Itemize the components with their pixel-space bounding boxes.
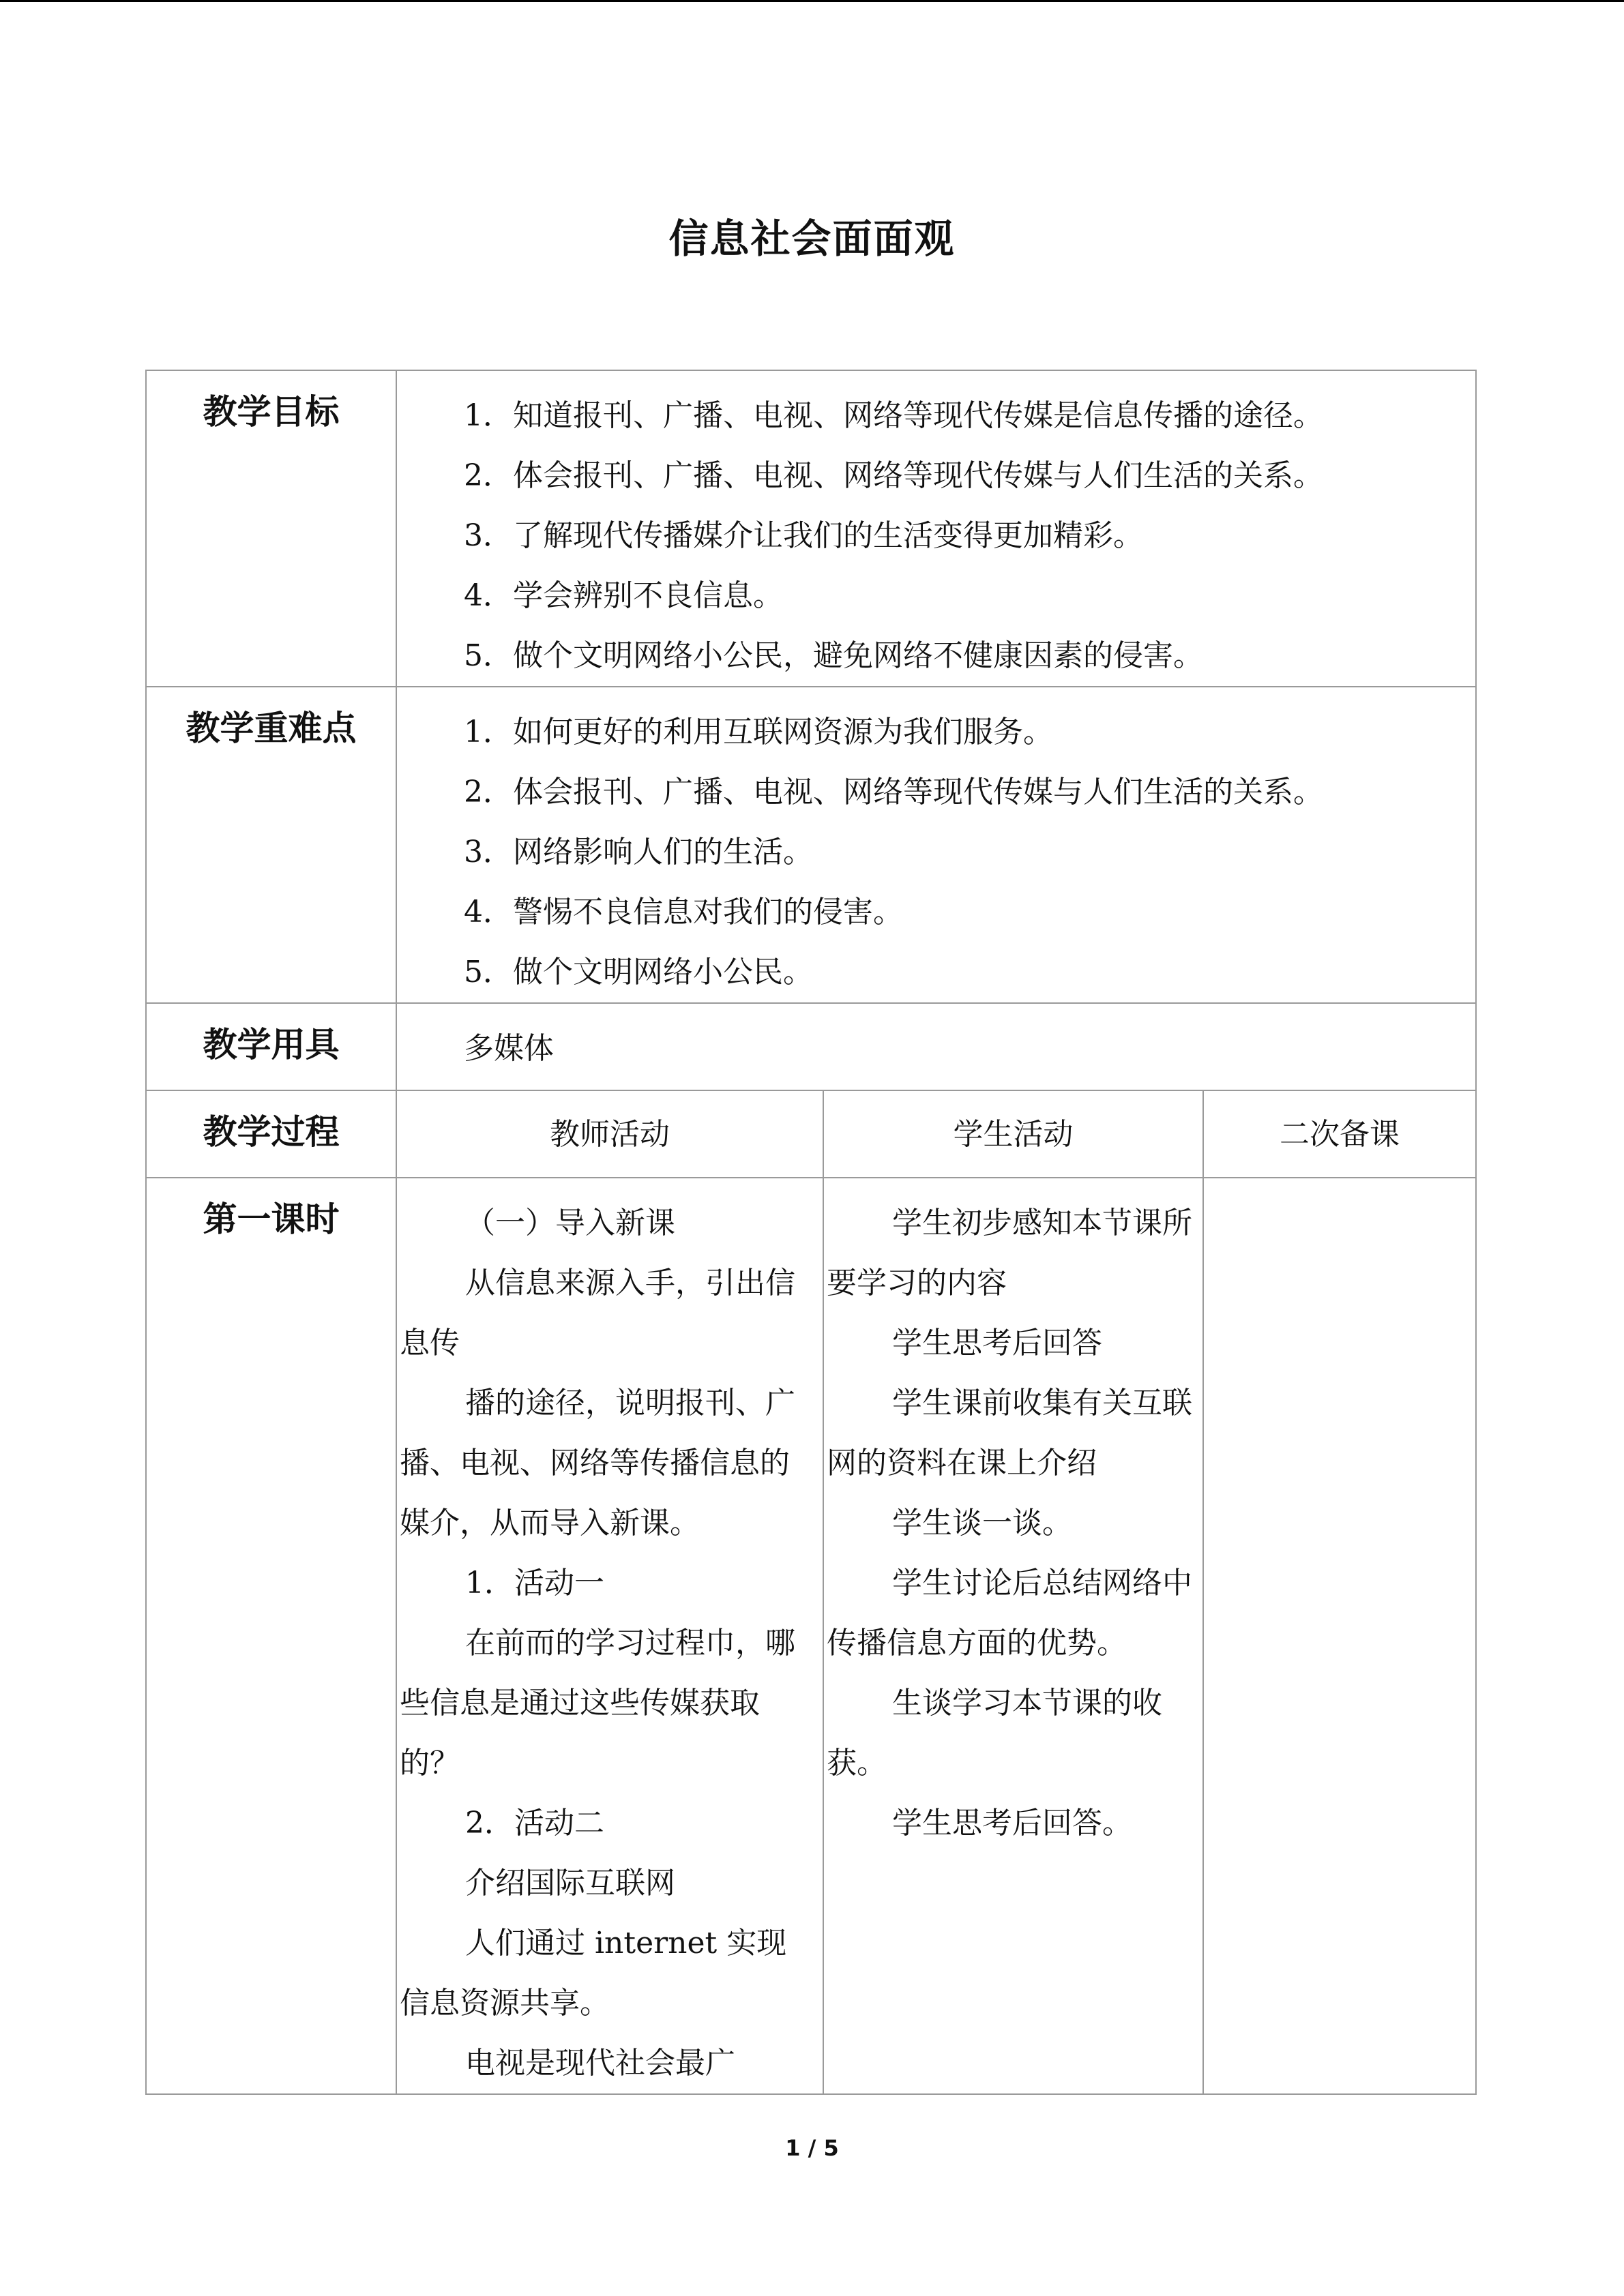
teacher-activity-cell — [396, 1178, 823, 2094]
list-item: 5．做个文明网络小公民，避免网络不健康因素的侵害。 — [464, 638, 1203, 673]
list-item: 2．体会报刊、广播、电视、网络等现代传媒与人们生活的关系。 — [464, 775, 1323, 809]
teacher-paragraph: 2．活动二 — [465, 1806, 604, 1840]
objectives-list — [396, 370, 1476, 687]
second-prep-cell — [1203, 1178, 1476, 2094]
student-activity-header: 学生活动 — [823, 1090, 1203, 1178]
lesson-plan-table — [145, 370, 1477, 2095]
objectives-row — [146, 370, 1476, 687]
key-points-list — [396, 687, 1476, 1003]
student-paragraph: 生谈学习本节课的收获。 — [827, 1686, 1162, 1780]
list-item: 4．学会辨别不良信息。 — [464, 578, 783, 613]
student-paragraph: 学生讨论后总结网络中传播信息方面的优势。 — [827, 1566, 1192, 1660]
tools-row — [146, 1003, 1476, 1090]
student-paragraph: 学生思考后回答 — [892, 1326, 1102, 1360]
teacher-paragraph: 播的途径，说明报刊、广播、电视、网络等传播信息的媒介，从而导入新课。 — [400, 1386, 795, 1540]
student-paragraph: 学生课前收集有关互联网的资料在课上介绍 — [827, 1386, 1192, 1480]
process-label: 教学过程 — [146, 1090, 396, 1178]
lesson1-row — [146, 1178, 1476, 2094]
page-top-border — [0, 0, 1624, 2]
list-item: 1．知道报刊、广播、电视、网络等现代传媒是信息传播的途径。 — [464, 398, 1323, 433]
process-header-row — [146, 1090, 1476, 1178]
page-title: 信息社会面面观 — [668, 215, 956, 262]
list-item: 4．警惕不良信息对我们的侵害。 — [464, 895, 903, 929]
tools-label: 教学用具 — [146, 1003, 396, 1090]
page-number: 1 / 5 — [785, 2135, 839, 2161]
teacher-paragraph: 1．活动一 — [465, 1566, 604, 1600]
key-points-row — [146, 687, 1476, 1003]
teacher-paragraph: 介绍国际互联网 — [465, 1866, 675, 1900]
list-item: 5．做个文明网络小公民。 — [464, 955, 813, 989]
list-item: 3．网络影响人们的生活。 — [464, 835, 813, 869]
teacher-paragraph: 人们通过 internet 实现信息资源共享。 — [400, 1926, 787, 2021]
second-prep-header: 二次备课 — [1203, 1090, 1476, 1178]
key-points-label: 教学重难点 — [146, 687, 396, 1003]
lesson1-label: 第一课时 — [146, 1178, 396, 2094]
list-item: 1．如何更好的利用互联网资源为我们服务。 — [464, 715, 1053, 749]
tools-value: 多媒体 — [396, 1003, 1476, 1090]
list-item: 2．体会报刊、广播、电视、网络等现代传媒与人们生活的关系。 — [464, 458, 1323, 493]
teacher-activity-header: 教师活动 — [396, 1090, 823, 1178]
student-paragraph: 学生思考后回答。 — [892, 1806, 1132, 1840]
student-paragraph: 学生谈一谈。 — [892, 1506, 1072, 1540]
objectives-label: 教学目标 — [146, 370, 396, 687]
student-activity-cell — [823, 1178, 1203, 2094]
student-paragraph: 学生初步感知本节课所要学习的内容 — [827, 1206, 1192, 1300]
teacher-paragraph: （一）导入新课 — [465, 1206, 675, 1240]
teacher-paragraph: 在前而的学习过程巾，哪些信息是通过这些传媒获取的？ — [400, 1626, 795, 1780]
teacher-paragraph: 从信息来源入手，引出信息传 — [400, 1266, 795, 1360]
list-item: 3．了解现代传播媒介让我们的生活变得更加精彩。 — [464, 518, 1143, 553]
teacher-paragraph: 电视是现代社会最广 — [465, 2046, 735, 2081]
